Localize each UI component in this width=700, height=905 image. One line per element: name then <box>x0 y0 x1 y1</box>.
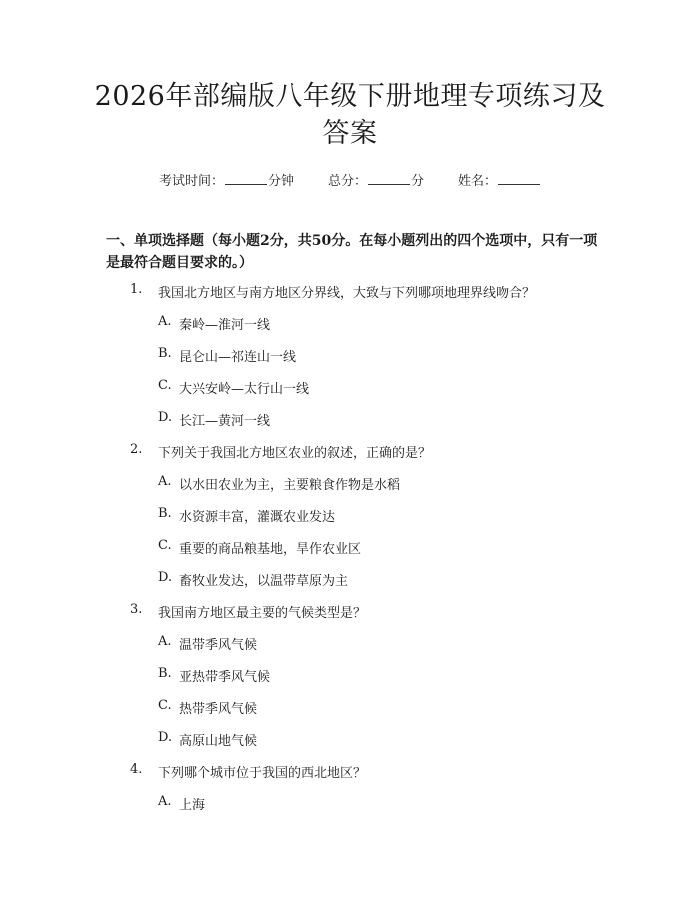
question-number: 1. <box>130 282 143 297</box>
option-letter: C. <box>158 698 172 713</box>
option-3a <box>158 634 257 653</box>
option-letter: D. <box>158 730 173 745</box>
option-letter: B. <box>158 666 172 681</box>
option-letter: D. <box>158 410 173 425</box>
option-text: 昆仑山—祁连山一线 <box>179 350 297 365</box>
question-2 <box>130 442 431 461</box>
total-score-label: 总分： <box>327 174 367 189</box>
option-letter: A. <box>158 794 172 809</box>
total-score-blank <box>368 173 410 185</box>
option-letter: A. <box>158 634 172 649</box>
option-letter: B. <box>158 506 172 521</box>
question-4 <box>130 762 366 781</box>
option-letter: A. <box>158 474 172 489</box>
exam-meta <box>0 170 700 189</box>
option-text: 重要的商品粮基地，旱作农业区 <box>179 542 362 557</box>
option-3c <box>158 698 257 717</box>
option-text: 热带季风气候 <box>179 702 258 717</box>
option-text: 高原山地气候 <box>179 734 258 749</box>
exam-time-unit: 分钟 <box>267 174 294 189</box>
question-3 <box>130 602 366 621</box>
page-title: 2026年部编版八年级下册地理专项练习及答案 <box>94 81 606 149</box>
option-text: 以水田农业为主，主要粮食作物是水稻 <box>179 478 401 493</box>
option-1c <box>158 378 309 397</box>
option-letter: A. <box>158 314 172 329</box>
question-number: 2. <box>130 442 143 457</box>
option-text: 水资源丰富，灌溉农业发达 <box>179 510 336 525</box>
option-text: 温带季风气候 <box>179 638 258 653</box>
name-label: 姓名： <box>458 174 498 189</box>
exam-time-blank <box>225 173 267 185</box>
question-text: 我国南方地区最主要的气候类型是？ <box>158 606 367 621</box>
question-number: 4. <box>130 762 143 777</box>
option-text: 秦岭—淮河一线 <box>179 318 271 333</box>
question-text: 下列关于我国北方地区农业的叙述，正确的是？ <box>158 446 432 461</box>
question-number: 3. <box>130 602 143 617</box>
exam-time-label: 考试时间： <box>158 174 224 189</box>
option-text: 畜牧业发达，以温带草原为主 <box>179 574 349 589</box>
option-2d <box>158 570 348 589</box>
option-1a <box>158 314 270 333</box>
total-score-field <box>328 170 424 189</box>
option-4a <box>158 794 205 813</box>
option-letter: C. <box>158 538 172 553</box>
question-text: 我国北方地区与南方地区分界线，大致与下列哪项地理界线吻合？ <box>158 286 536 301</box>
exam-time-field <box>159 170 294 189</box>
option-letter: B. <box>158 346 172 361</box>
option-3d <box>158 730 257 749</box>
option-text: 大兴安岭—太行山一线 <box>179 382 310 397</box>
option-3b <box>158 666 270 685</box>
question-1 <box>130 282 535 301</box>
option-2a <box>158 474 400 493</box>
section-heading: 一、单项选择题（每小题2分，共50分。在每小题列出的四个选项中，只有一项是最符合题目要求的。） <box>106 233 598 271</box>
option-1b <box>158 346 296 365</box>
option-text: 长江—黄河一线 <box>179 414 271 429</box>
option-letter: D. <box>158 570 173 585</box>
option-2c <box>158 538 361 557</box>
option-letter: C. <box>158 378 172 393</box>
name-field <box>458 170 541 189</box>
question-text: 下列哪个城市位于我国的西北地区？ <box>158 766 367 781</box>
option-1d <box>158 410 270 429</box>
total-score-unit: 分 <box>411 174 425 189</box>
name-blank <box>498 173 540 185</box>
option-2b <box>158 506 335 525</box>
option-text: 上海 <box>179 798 206 813</box>
option-text: 亚热带季风气候 <box>179 670 271 685</box>
